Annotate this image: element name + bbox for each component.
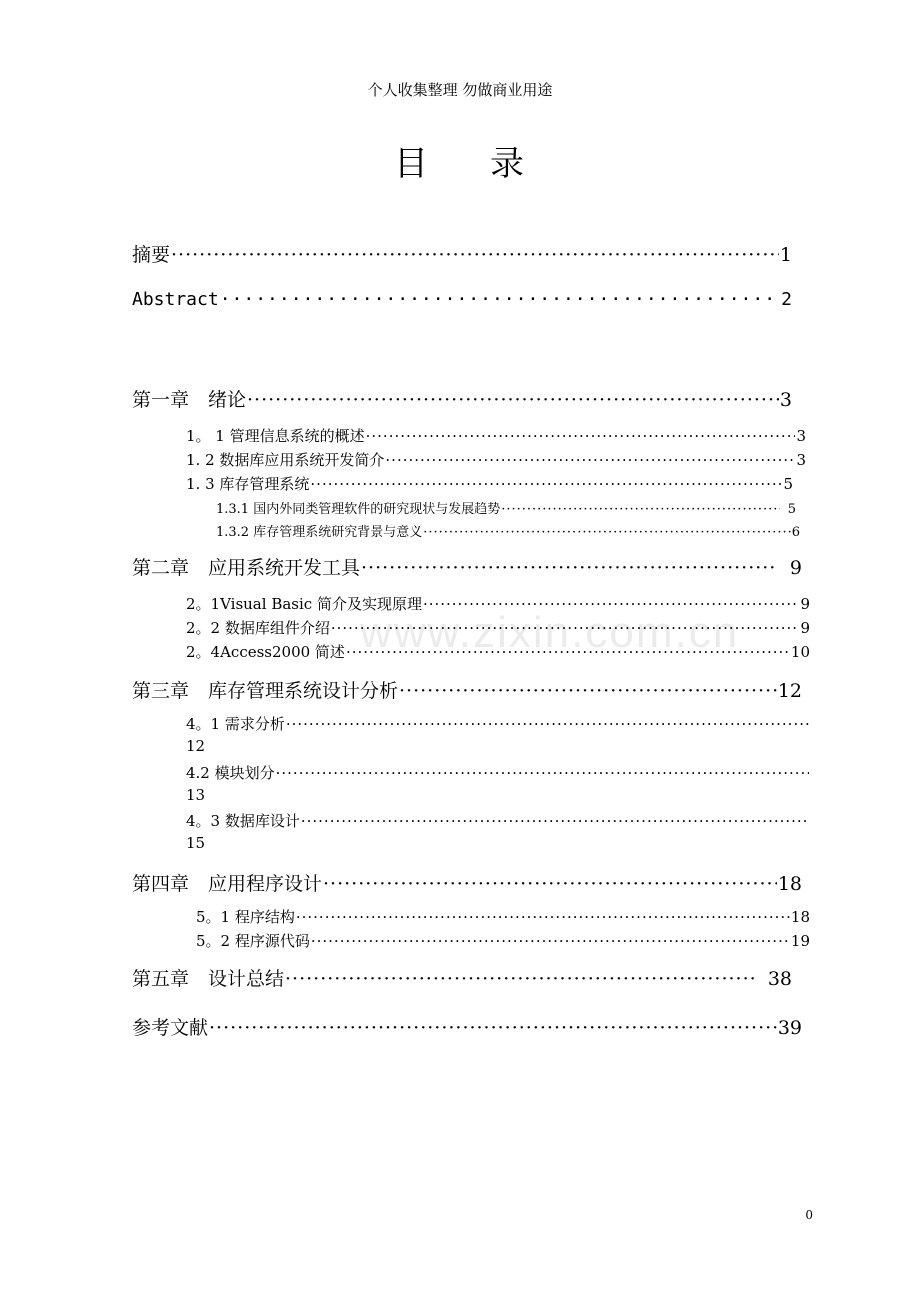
toc-entry-chapter-2[interactable]: 第二章 应用系统开发工具 ····· 9 (132, 553, 802, 580)
toc-entry-abstract-cn[interactable]: 摘要 ····· 1 (132, 240, 792, 267)
toc-entry-1-2[interactable]: 1. 2 数据库应用系统开发简介 ····· 3 (186, 449, 806, 470)
toc-entry-references[interactable]: 参考文献 ····· 39 (132, 1013, 802, 1040)
title-char-1: 目 (394, 144, 430, 184)
toc-entry-2-4[interactable]: 2。4Access2000 简述 ····· 10 (186, 641, 810, 662)
toc-page-4-2: 13 (186, 786, 206, 804)
toc-title (0, 136, 920, 185)
title-char-2: 录 (490, 144, 526, 184)
toc-entry-4-3[interactable]: 4。3 数据库设计 ····· (186, 810, 810, 831)
toc-entry-2-2[interactable]: 2。2 数据库组件介绍 ····· 9 (186, 617, 810, 638)
toc-entry-chapter-5[interactable]: 第五章 设计总结 ····· 38 (132, 964, 792, 991)
toc-entry-abstract-en[interactable]: Abstract ····· 2 (132, 289, 792, 310)
toc-entry-4-1[interactable]: 4。1 需求分析 ····· (186, 713, 810, 734)
page-number: 0 (805, 1208, 813, 1222)
toc-entry-chapter-4[interactable]: 第四章 应用程序设计 ····· 18 (132, 869, 802, 896)
toc-entry-1-3-1[interactable]: 1.3.1 国内外同类管理软件的研究现状与发展趋势 ····· 5 (216, 498, 796, 517)
toc-entry-chapter-1[interactable]: 第一章 绪论 ····· 3 (132, 385, 792, 412)
toc-entry-1-1[interactable]: 1。 1 管理信息系统的概述 ····· 3 (186, 425, 806, 446)
toc-entry-chapter-3[interactable]: 第三章 库存管理系统设计分析 ····· 12 (132, 676, 802, 703)
toc-entry-5-1[interactable]: 5。1 程序结构 ····· 18 (196, 906, 810, 927)
watermark: www.zixin.com.cn (360, 608, 740, 657)
page-header: 个人收集整理 勿做商业用途 (367, 81, 553, 99)
toc-page-4-1: 12 (186, 737, 206, 755)
toc-entry-2-1[interactable]: 2。1Visual Basic 简介及实现原理 ····· 9 (186, 593, 810, 614)
toc-page-4-3: 15 (186, 834, 206, 852)
toc-entry-1-3[interactable]: 1. 3 库存管理系统 ····· 5 (186, 473, 793, 494)
toc-entry-1-3-2[interactable]: 1.3.2 库存管理系统研究背景与意义 ····· 6 (216, 521, 800, 540)
toc-entry-5-2[interactable]: 5。2 程序源代码 ····· 19 (196, 930, 810, 951)
toc-entry-4-2[interactable]: 4.2 模块划分 ····· (186, 762, 810, 783)
